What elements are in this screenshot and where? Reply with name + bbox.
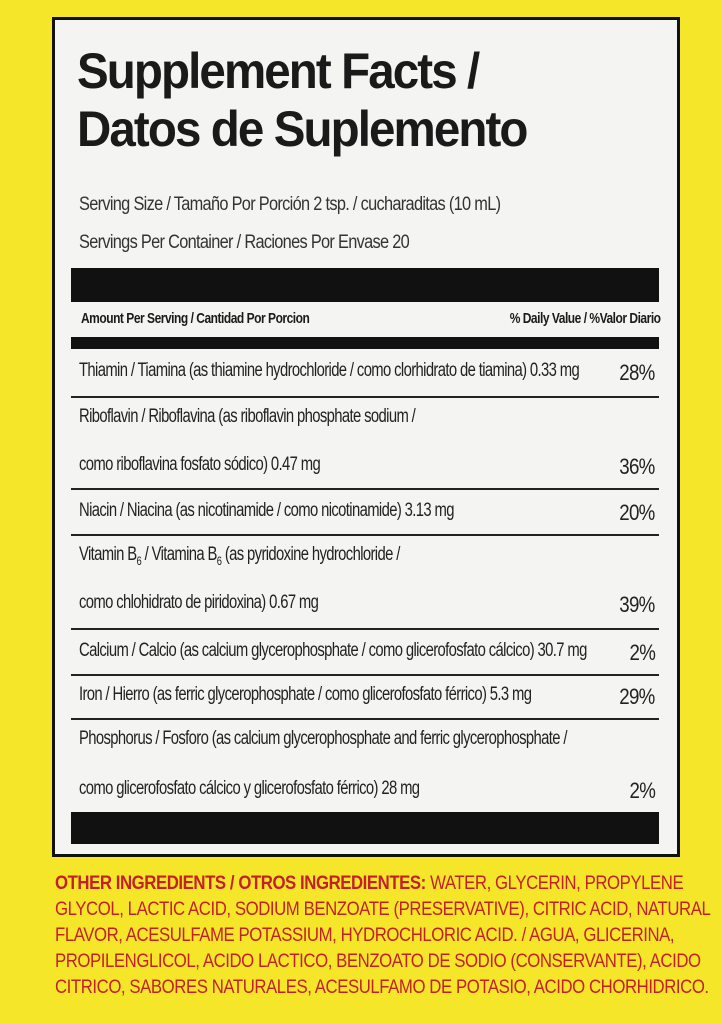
nutrient-dv: 20% <box>619 500 655 525</box>
row-divider <box>71 628 659 630</box>
row-divider <box>71 674 659 676</box>
nutrient-dv: 36% <box>619 454 655 479</box>
other-ingredients-heading: OTHER INGREDIENTS / OTROS INGREDIENTES: <box>55 872 426 894</box>
thick-divider-bottom <box>71 812 659 844</box>
title-line-2: Datos de Suplemento <box>77 101 527 157</box>
amount-per-serving-header: Amount Per Serving / Cantidad Por Porcion <box>81 310 310 327</box>
nutrient-label: Iron / Hierro (as ferric glycerophosphate / como glicerofosfato férrico) 5.3 mg <box>79 684 532 705</box>
nutrient-label-cont: como glicerofosfato cálcico y glicerofosfato férrico) 28 mg <box>79 778 420 799</box>
supplement-facts-panel <box>52 17 680 857</box>
nutrient-dv: 29% <box>619 684 655 709</box>
nutrient-dv: 2% <box>629 778 655 803</box>
other-ingredients <box>55 870 711 1000</box>
serving-size: Serving Size / Tamaño Por Porción 2 tsp. / cucharaditas (10 mL) <box>79 194 501 215</box>
nutrient-dv: 28% <box>619 360 655 385</box>
other-ingredients-line-2: GLYCOL, LACTIC ACID, SODIUM BENZOATE (PRESERVATIVE), CITRIC ACID, NATURAL <box>55 898 711 920</box>
nutrient-dv: 2% <box>629 640 655 665</box>
thick-divider-mid <box>71 337 659 349</box>
servings-per-container: Servings Per Container / Raciones Por Envase 20 <box>79 232 410 253</box>
nutrient-label-cont: como riboflavina fosfato sódico) 0.47 mg <box>79 454 321 475</box>
nutrient-label: Thiamin / Tiamina (as thiamine hydrochloride / como clorhidrato de tiamina) 0.33 mg <box>79 360 580 381</box>
other-ingredients-line-5: CITRICO, SABORES NATURALES, ACESULFAMO DE POTASIO, ACIDO CHORHIDRICO. <box>55 976 709 998</box>
row-divider <box>71 396 659 398</box>
thick-divider-top <box>71 268 659 302</box>
daily-value-header: % Daily Value / %Valor Diario <box>510 310 661 327</box>
other-ingredients-line-4: PROPILENGLICOL, ACIDO LACTICO, BENZOATO DE SODIO (CONSERVANTE), ACIDO <box>55 950 701 972</box>
nutrient-label: Phosphorus / Fosforo (as calcium glycerophosphate and ferric glycerophosphate / <box>79 728 567 749</box>
nutrient-dv: 39% <box>619 592 655 617</box>
nutrient-label: Calcium / Calcio (as calcium glycerophosphate / como glicerofosfato cálcico) 30.7 mg <box>79 640 587 661</box>
nutrient-label-cont: como chlohidrato de piridoxina) 0.67 mg <box>79 592 319 613</box>
other-ingredients-line-3: FLAVOR, ACESULFAME POTASSIUM, HYDROCHLORIC ACID. / AGUA, GLICERINA, <box>55 924 675 946</box>
nutrient-label: Riboflavin / Riboflavina (as riboflavin phosphate sodium / <box>79 406 416 427</box>
other-ingredients-line-1: OTHER INGREDIENTS / OTROS INGREDIENTES: WATER, GLYCERIN, PROPYLENE <box>55 872 684 894</box>
title-line-1: Supplement Facts / <box>77 43 479 99</box>
nutrient-label: Niacin / Niacina (as nicotinamide / como nicotinamide) 3.13 mg <box>79 500 454 521</box>
row-divider <box>71 718 659 720</box>
nutrient-label: Vitamin $B_6$ / Vitamina $B_6$ (as pyridoxine hydrochloride / <box>79 544 400 568</box>
row-divider <box>71 488 659 490</box>
facts-title <box>77 42 638 158</box>
row-divider <box>71 534 659 536</box>
